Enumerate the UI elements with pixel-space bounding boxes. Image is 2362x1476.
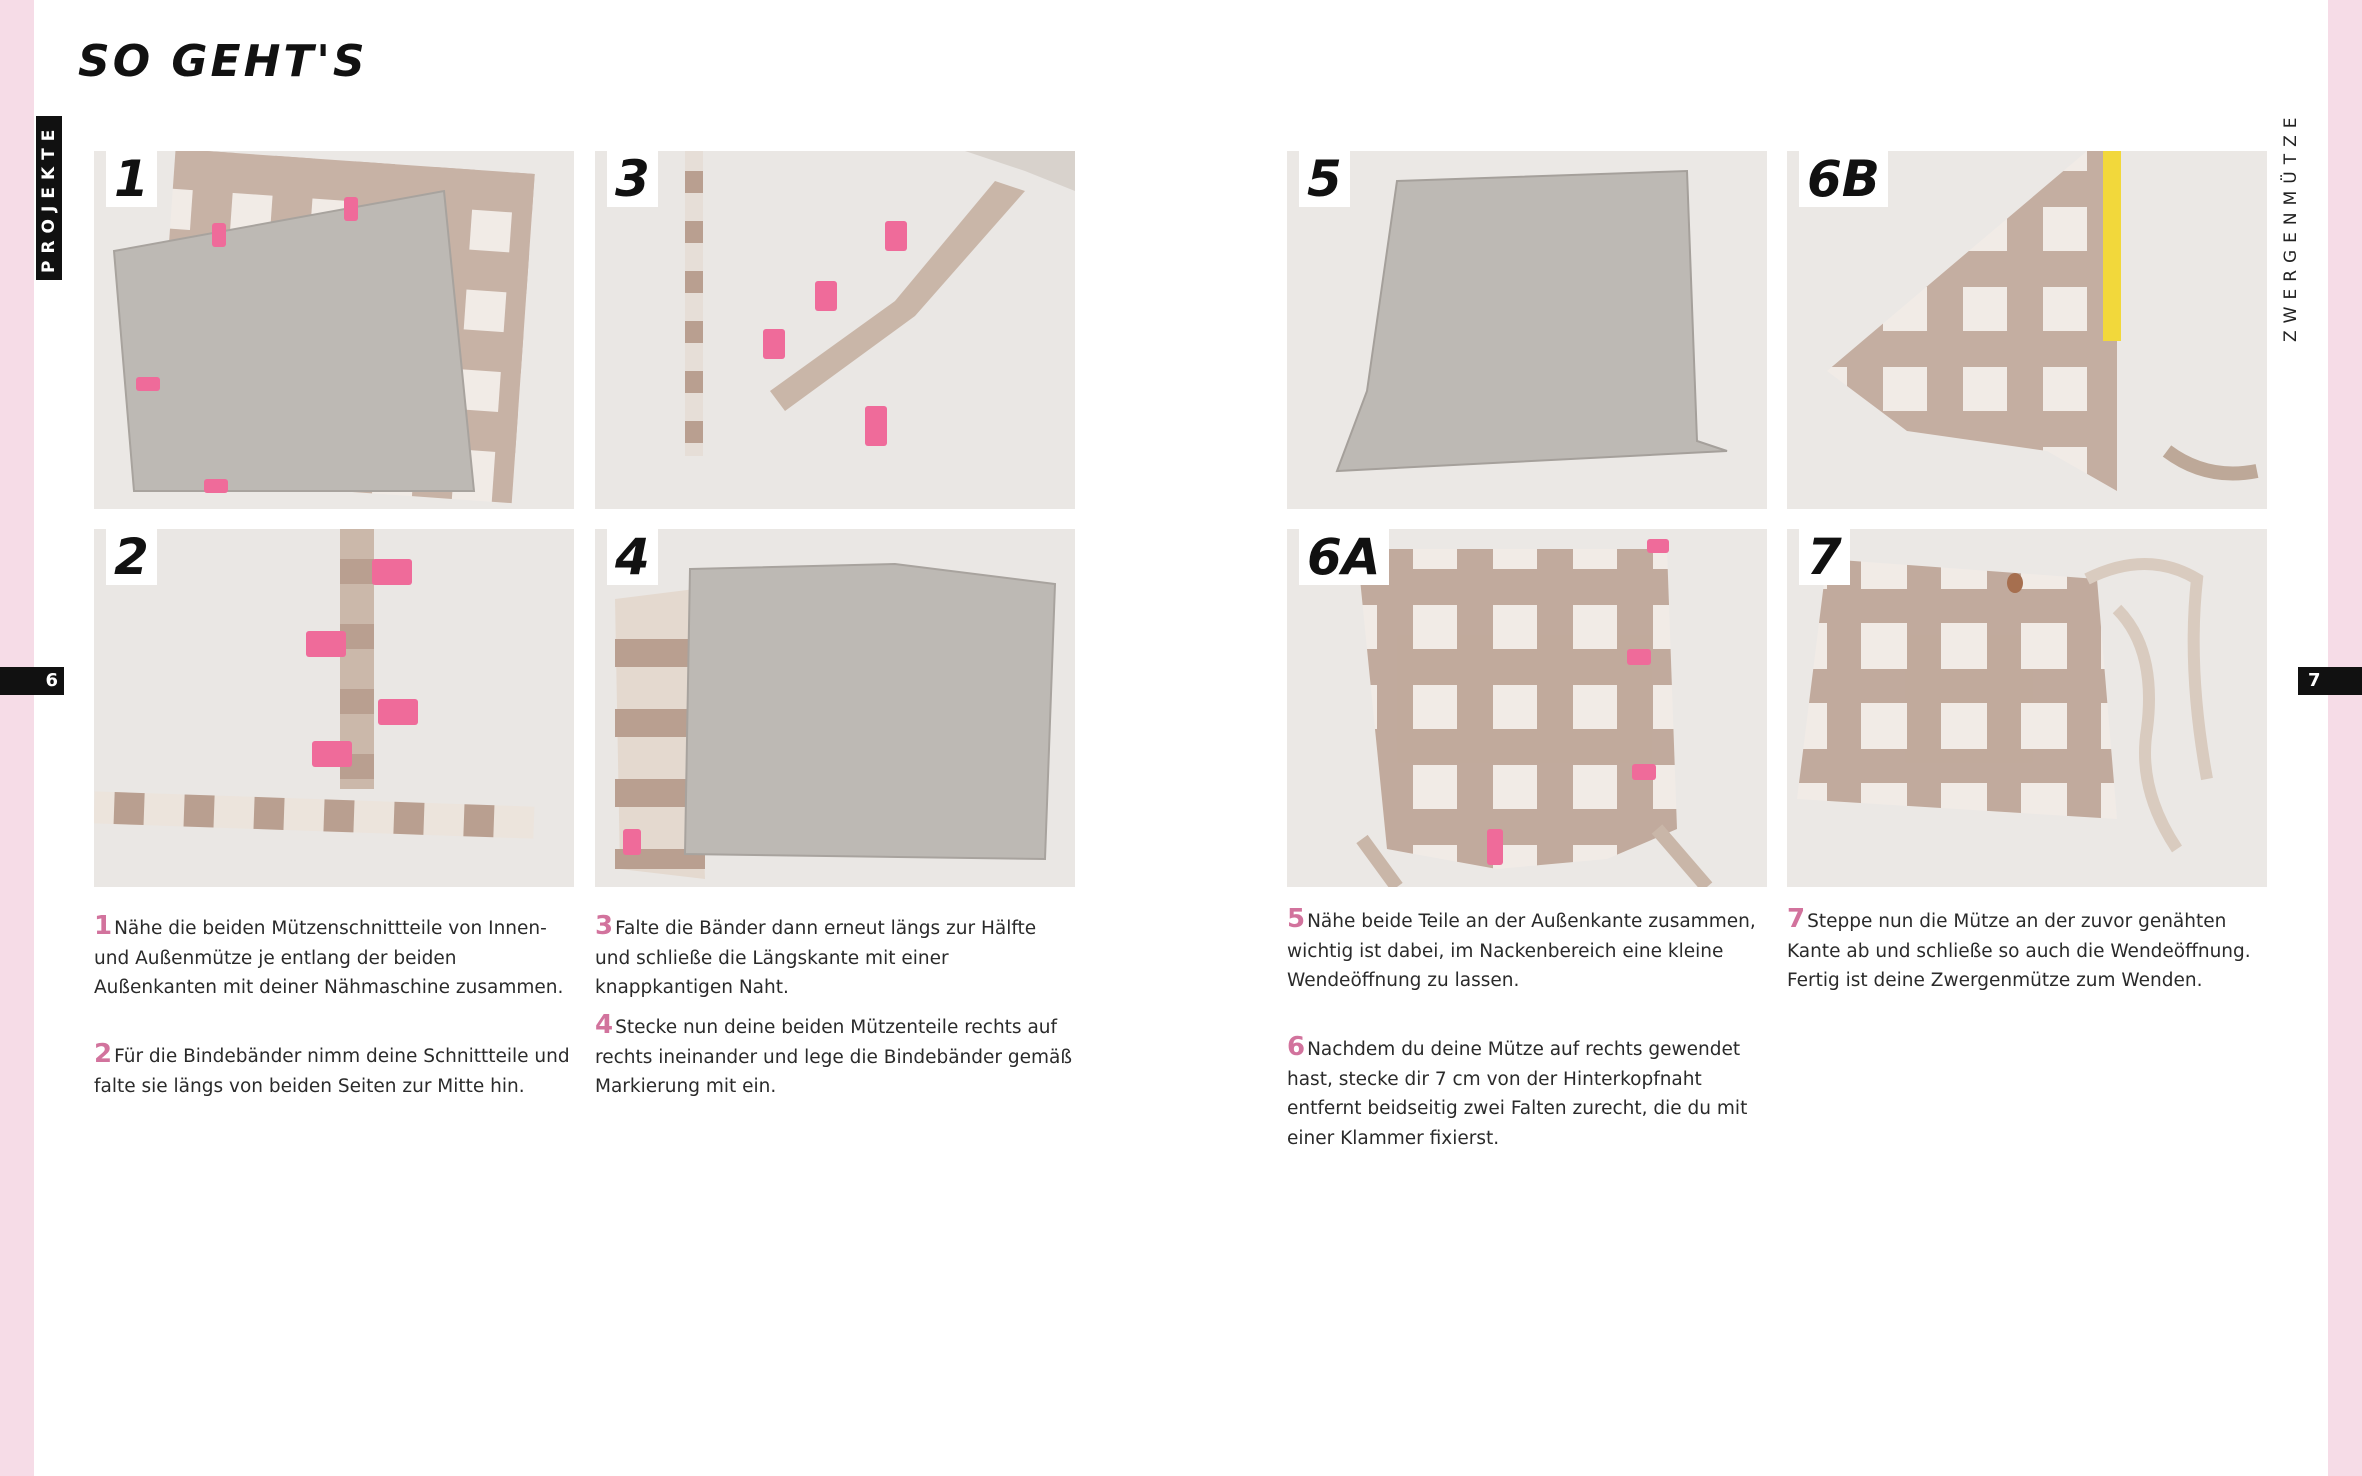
left-page-edge [0,0,34,1476]
step-6-caption [1287,1033,1767,1153]
photo-4-label: 4 [607,529,658,585]
photo-6a-label: 6A [1299,529,1389,585]
step-5-number: 5 [1287,904,1306,934]
step-7-caption [1787,905,2267,996]
step-2-caption [94,1040,574,1101]
step-photo-5 [1287,151,1767,509]
section-label-projekte: PROJEKTE [36,116,62,280]
step-1-caption [94,912,574,1003]
step-photo-4 [595,529,1075,887]
step-7-number: 7 [1787,904,1806,934]
photo-2-illustration [94,529,574,887]
photo-1-illustration [94,151,574,509]
photo-5-label: 5 [1299,151,1350,207]
photo-3-illustration [595,151,1075,509]
step-7-text: Steppe nun die Mütze an der zuvor genähten Kante ab und schließe so auch die Wendeöffnung. Fertig ist deine Zwergenmütze zum Wenden. [1787,911,2251,991]
step-1-text: Nähe die beiden Mützenschnittteile von Innen- und Außenmütze je entlang der beiden Außenkanten mit deiner Nähmaschine zusammen. [94,918,564,998]
step-4-number: 4 [595,1010,614,1040]
step-5-text: Nähe beide Teile an der Außenkante zusammen, wichtig ist dabei, im Nackenbereich eine kleine Wendeöffnung zu lassen. [1287,911,1756,991]
step-photo-7 [1787,529,2267,887]
step-1-number: 1 [94,911,113,941]
step-photo-2 [94,529,574,887]
step-3-caption [595,912,1075,1003]
photo-7-label: 7 [1799,529,1850,585]
step-4-text: Stecke nun deine beiden Mützenteile rechts auf rechts ineinander und lege die Bindebänder gemäß Markierung mit ein. [595,1017,1073,1097]
photo-4-illustration [595,529,1075,887]
step-6-number: 6 [1287,1032,1306,1062]
step-photo-1 [94,151,574,509]
step-2-number: 2 [94,1039,113,1069]
page-number-right: 7 [2298,667,2362,695]
right-page-edge [2328,0,2362,1476]
photo-5-illustration [1287,151,1767,509]
photo-1-label: 1 [106,151,157,207]
step-photo-6a [1287,529,1767,887]
page-title: SO GEHT'S [78,36,368,87]
step-5-caption [1287,905,1767,996]
photo-2-label: 2 [106,529,157,585]
step-photo-3 [595,151,1075,509]
photo-3-label: 3 [607,151,658,207]
step-2-text: Für die Bindebänder nimm deine Schnittteile und falte sie längs von beiden Seiten zur Mitte hin. [94,1046,570,1097]
section-label-zwergenmuetze: ZWERGENMÜTZE [2281,110,2301,342]
step-3-number: 3 [595,911,614,941]
step-photo-6b [1787,151,2267,509]
step-4-caption [595,1011,1075,1102]
step-6-text: Nachdem du deine Mütze auf rechts gewendet hast, stecke dir 7 cm von der Hinterkopfnaht entfernt beidseitig zwei Falten zurecht, die du mit einer Klammer fixierst. [1287,1039,1748,1149]
page-number-left: 6 [0,667,64,695]
photo-6b-label: 6B [1799,151,1888,207]
photo-7-illustration [1787,529,2267,887]
step-3-text: Falte die Bänder dann erneut längs zur Hälfte und schließe die Längskante mit einer knappkantigen Naht. [595,918,1037,998]
